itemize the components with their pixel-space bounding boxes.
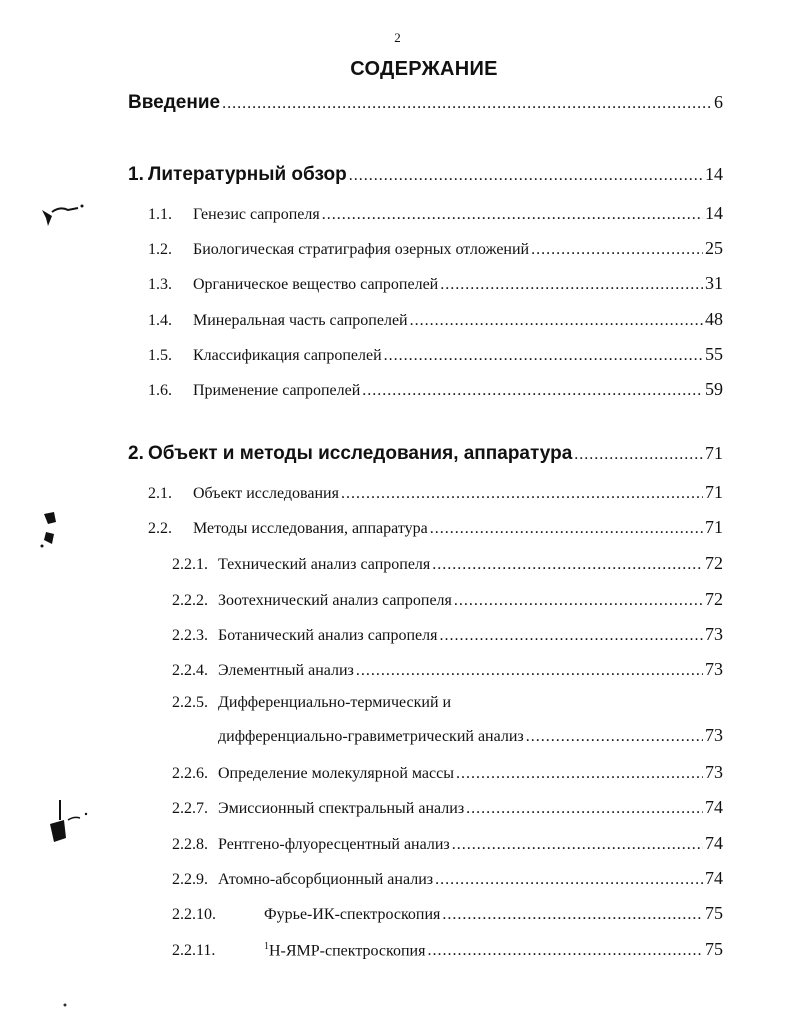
dot-leader	[427, 942, 703, 960]
toc-entry	[148, 273, 723, 294]
toc-entry	[172, 833, 723, 854]
toc-entry-number: 2.2.9.	[172, 871, 208, 888]
toc-entry	[172, 868, 723, 889]
toc-entry	[172, 659, 723, 680]
toc-entry-title: Генезис сапропеля	[193, 206, 320, 223]
toc-entry-number: 2.2.1.	[172, 556, 208, 573]
toc-entry-number: 2.2.11.	[172, 942, 216, 959]
toc-entry	[172, 762, 723, 783]
scan-speck-mark	[40, 798, 90, 848]
toc-entry-title: дифференциально-гравиметрический анализ	[218, 728, 524, 745]
toc-entry-number: 2.2.4.	[172, 662, 208, 679]
scan-speck-mark	[36, 506, 66, 550]
page-number: 2	[394, 30, 401, 45]
toc-entry-page: 75	[705, 903, 723, 923]
toc-entry-number: 2.2.6.	[172, 765, 208, 782]
toc-entry-page: 71	[705, 517, 723, 537]
toc-entry	[172, 694, 451, 712]
dot-leader	[384, 347, 703, 365]
toc-entry-number: 2.2.	[148, 520, 172, 537]
toc-entry-page: 73	[705, 725, 723, 745]
dot-leader	[454, 592, 703, 610]
toc-entry-title: Ботанический анализ сапропеля	[218, 627, 438, 644]
dot-leader	[452, 836, 703, 854]
toc-entry-chapter-2	[128, 443, 723, 465]
toc-entry-chapter-1	[128, 164, 723, 186]
dot-leader	[435, 871, 703, 889]
toc-entry-title: Введение	[128, 92, 221, 113]
toc-entry-page: 75	[705, 939, 723, 959]
toc-entry-page: 72	[705, 553, 723, 573]
dot-leader	[356, 662, 703, 680]
page-title: СОДЕРЖАНИЕ	[350, 58, 498, 80]
toc-entry-number: 2.2.10.	[172, 906, 216, 923]
dot-leader	[466, 800, 703, 818]
toc-entry-title: Элементный анализ	[218, 662, 354, 679]
toc-entry-page: 48	[705, 309, 723, 329]
toc-entry-number: 1.	[128, 164, 144, 185]
toc-entry	[148, 309, 723, 330]
dot-leader	[341, 485, 703, 503]
dot-leader	[432, 556, 703, 574]
toc-entry-number: 1.3.	[148, 276, 172, 293]
toc-entry-introduction	[128, 92, 723, 114]
toc-entry-page: 59	[705, 379, 723, 399]
scan-speck-mark	[60, 1000, 70, 1010]
toc-entry	[148, 238, 723, 259]
toc-entry-title: Объект и методы исследования, аппаратура	[148, 443, 573, 464]
toc-entry-title: Зоотехнический анализ сапропеля	[218, 592, 452, 609]
toc-entry	[148, 482, 723, 503]
dot-leader	[531, 241, 703, 259]
toc-entry	[148, 517, 723, 538]
toc-entry-title	[264, 941, 425, 960]
toc-entry	[172, 589, 723, 610]
dot-leader	[456, 765, 703, 783]
toc-entry-page: 31	[705, 273, 723, 293]
toc-entry-page: 72	[705, 589, 723, 609]
toc-entry	[172, 939, 723, 960]
dot-leader	[442, 906, 703, 924]
dot-leader	[222, 95, 712, 113]
toc-entry-number: 2.2.2.	[172, 592, 208, 609]
toc-entry-title: Дифференциально-термический и	[218, 694, 452, 711]
superscript: 1	[264, 940, 269, 952]
toc-entry-title: Определение молекулярной массы	[218, 765, 454, 782]
toc-entry-page: 71	[705, 482, 723, 502]
toc-entry-title: Объект исследования	[193, 485, 339, 502]
dot-leader	[410, 312, 703, 330]
toc-entry	[172, 624, 723, 645]
toc-entry-number: 1.4.	[148, 312, 172, 329]
toc-entry-title: Минеральная часть сапропелей	[193, 312, 408, 329]
toc-entry-title: Фурье-ИК-спектроскопия	[264, 906, 441, 923]
toc-entry	[148, 203, 723, 224]
toc-entry-page: 74	[705, 833, 723, 853]
toc-entry-title: Рентгено-флуоресцентный анализ	[218, 836, 450, 853]
toc-entry	[148, 344, 723, 365]
toc-entry-page: 73	[705, 762, 723, 782]
dot-leader	[430, 520, 703, 538]
toc-entry-number: 2.2.5.	[172, 694, 208, 711]
toc-entry-title: Технический анализ сапропеля	[218, 556, 431, 573]
toc-entry-number: 2.2.8.	[172, 836, 208, 853]
toc-entry-page: 6	[714, 92, 723, 112]
toc-entry-number: 1.5.	[148, 347, 172, 364]
toc-entry-page: 73	[705, 659, 723, 679]
toc-entry-continuation	[218, 725, 723, 746]
toc-entry-page: 14	[705, 203, 723, 223]
toc-entry	[172, 553, 723, 574]
toc-entry-number: 2.2.7.	[172, 800, 208, 817]
toc-entry-page: 25	[705, 238, 723, 258]
toc-entry-number: 2.2.3.	[172, 627, 208, 644]
toc-entry-page: 55	[705, 344, 723, 364]
toc-entry-title: Методы исследования, аппаратура	[193, 520, 428, 537]
dot-leader	[526, 728, 703, 746]
toc-entry-title-text: Н-ЯМР-спектроскопия	[269, 942, 426, 959]
dot-leader	[349, 167, 703, 185]
toc-entry-title: Эмиссионный спектральный анализ	[218, 800, 465, 817]
dot-leader	[439, 627, 703, 645]
toc-entry-page: 71	[705, 443, 723, 463]
toc-entry	[172, 797, 723, 818]
toc-entry-title: Литературный обзор	[148, 164, 347, 185]
toc-entry	[148, 379, 723, 400]
toc-entry-title: Атомно-абсорбционный анализ	[218, 871, 434, 888]
toc-entry-number: 1.6.	[148, 382, 172, 399]
toc-entry-page: 74	[705, 868, 723, 888]
toc-entry-page: 74	[705, 797, 723, 817]
toc-entry	[172, 903, 723, 924]
toc-entry-title: Органическое вещество сапропелей	[193, 276, 439, 293]
toc-entry-title: Биологическая стратиграфия озерных отложений	[193, 241, 530, 258]
toc-entry-title: Применение сапропелей	[193, 382, 361, 399]
toc-entry-number: 2.	[128, 443, 144, 464]
toc-entry-number: 1.2.	[148, 241, 172, 258]
dot-leader	[362, 382, 703, 400]
dot-leader	[322, 206, 703, 224]
toc-entry-page: 73	[705, 624, 723, 644]
toc-entry-number: 1.1.	[148, 206, 172, 223]
scan-speck-mark	[38, 196, 88, 236]
toc-entry-title: Классификация сапропелей	[193, 347, 382, 364]
dot-leader	[574, 446, 703, 464]
dot-leader	[440, 276, 703, 294]
toc-entry-number: 2.1.	[148, 485, 172, 502]
toc-entry-page: 14	[705, 164, 723, 184]
